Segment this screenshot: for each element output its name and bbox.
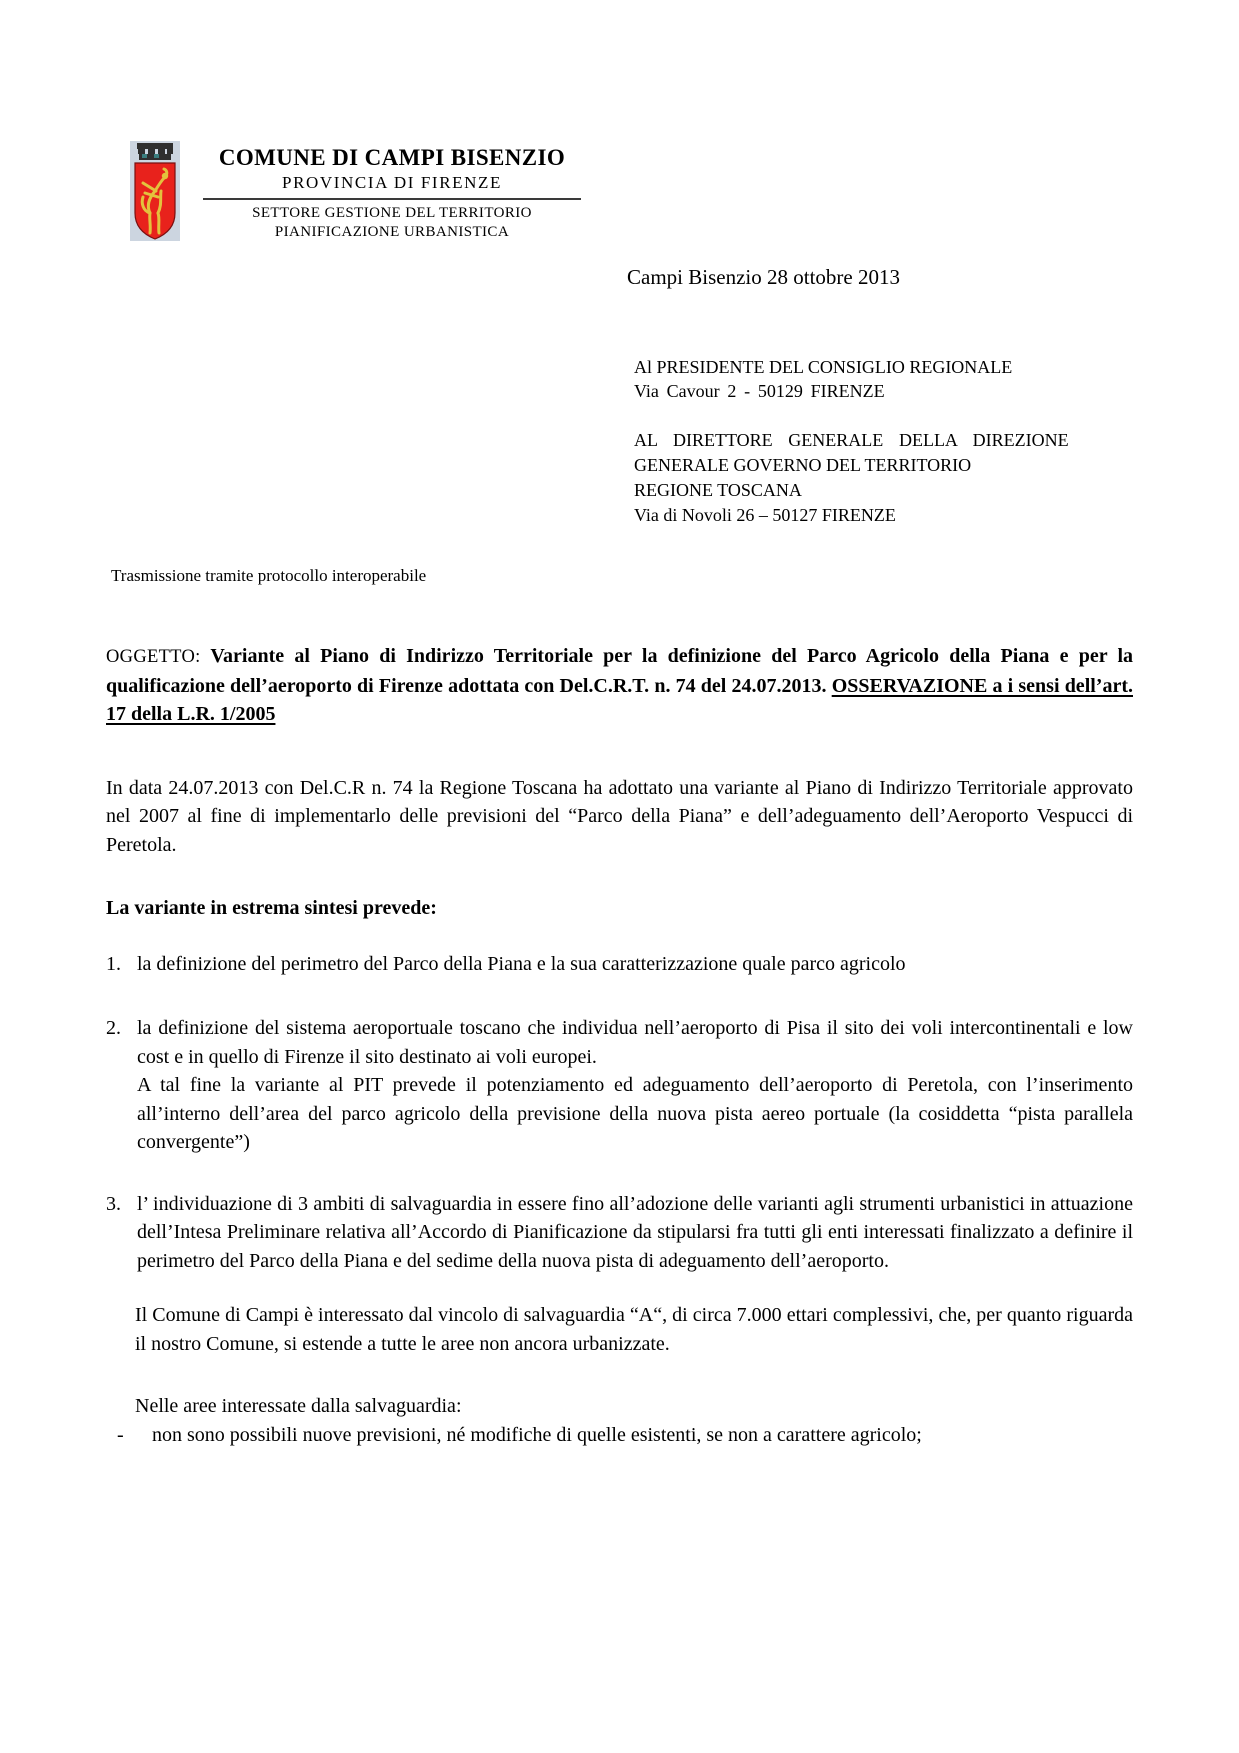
item-2-text-2: A tal fine la variante al PIT prevede il potenziamento ed adeguamento dell’aeroporto di Peretola, con l’inserimento all’interno dell’area del parco agricolo della previsione della nuova pista aereo portuale (la cosiddetta “pista parallela convergente”)	[137, 1074, 1133, 1153]
item-3-text: l’ individuazione di 3 ambiti di salvaguardia in essere fino all’adozione delle varianti agli strumenti urbanistici in attuazione dell’Intesa Preliminare relativa all’Accordo di Pianificazione da stipularsi fra tutti gli enti interessati finalizzato a definire il perimetro del Parco della Piana e del sedime della nuova pista di adeguamento dell’aeroporto.	[137, 1192, 1133, 1272]
intro-paragraph: In data 24.07.2013 con Del.C.R n. 74 la Regione Toscana ha adottato una variante al Piano di Indirizzo Territoriale approvato nel 2007 al fine di implementarlo delle previsioni del “Parco della Piana” e dell’adeguamento dell’Aeroporto Vespucci di Peretola.	[106, 776, 1133, 856]
recipient-2-title-line-1: AL DIRETTORE GENERALE DELLA DIREZIONE	[634, 430, 1069, 450]
recipient-block-1	[634, 355, 1012, 403]
letterhead-divider	[203, 198, 581, 200]
item-1-text: la definizione del perimetro del Parco della Piana e la sua caratterizzazione quale parco agricolo	[137, 952, 906, 975]
dash-item-1	[117, 1421, 1133, 1450]
province-name: PROVINCIA DI FIRENZE	[282, 173, 502, 192]
recipient-2-region: REGIONE TOSCANA	[634, 480, 802, 500]
municipality-name: COMUNE DI CAMPI BISENZIO	[218, 145, 566, 170]
subject-bold-text: Variante al Piano di Indirizzo Territoriale per la definizione del Parco Agricolo della Piana e per la qualificazione dell’aeroporto di Firenze adottata con Del.C.R.T. n. 74 del 24.07.2013.	[106, 645, 1134, 697]
numbered-item-1	[106, 950, 1133, 979]
numbered-item-3	[106, 1190, 1133, 1276]
item-1-number: 1.	[106, 952, 121, 975]
municipal-coat-of-arms-icon	[130, 141, 180, 241]
item-3-number: 3.	[106, 1192, 121, 1215]
item-2-text-1: la definizione del sistema aeroportuale toscano che individua nell’aeroporto di Pisa il sito dei voli intercontinentali e low cost e in quello di Firenze il sito destinato ai voli europei.	[137, 1017, 1133, 1068]
item-2-number: 2.	[106, 1017, 121, 1039]
department-line-2: PIANIFICAZIONE URBANISTICA	[274, 224, 510, 240]
department-line-1: SETTORE GESTIONE DEL TERRITORIO	[252, 205, 532, 221]
recipient-2-title-line-2: GENERALE GOVERNO DEL TERRITORIO	[634, 455, 972, 475]
subject-label: OGGETTO:	[106, 647, 201, 667]
letterhead	[203, 145, 581, 242]
campi-paragraph: Il Comune di Campi è interessato dal vincolo di salvaguardia “A“, di circa 7.000 ettari complessivi, che, per quanto riguarda il nostro Comune, si estende a tutte le aree non ancora urbanizzate.	[135, 1304, 1133, 1355]
recipient-2-address: Via di Novoli 26 – 50127 FIRENZE	[634, 505, 896, 525]
dash-item-1-text: non sono possibili nuove previsioni, né modifiche di quelle esistenti, se non a carattere agricolo;	[152, 1423, 922, 1446]
areas-heading: Nelle aree interessate dalla salvaguardia:	[135, 1395, 462, 1417]
transmission-note: Trasmissione tramite protocollo interoperabile	[111, 566, 427, 585]
subject-underlined-text: OSSERVAZIONE a i sensi dell’art. 17 della L.R. 1/2005	[106, 674, 1133, 725]
recipient-1-title: Al PRESIDENTE DEL CONSIGLIO REGIONALE	[634, 357, 1013, 377]
numbered-item-2	[106, 1014, 1133, 1157]
letter-body	[106, 642, 1133, 1449]
variant-list-heading: La variante in estrema sintesi prevede:	[106, 897, 437, 919]
recipient-1-address: Via Cavour 2 - 50129 FIRENZE	[634, 381, 885, 401]
dateline: Campi Bisenzio 28 ottobre 2013	[627, 265, 900, 289]
subject-paragraph	[106, 642, 1133, 729]
recipient-block-2	[634, 428, 1069, 528]
dash-item-1-marker: -	[117, 1423, 124, 1446]
